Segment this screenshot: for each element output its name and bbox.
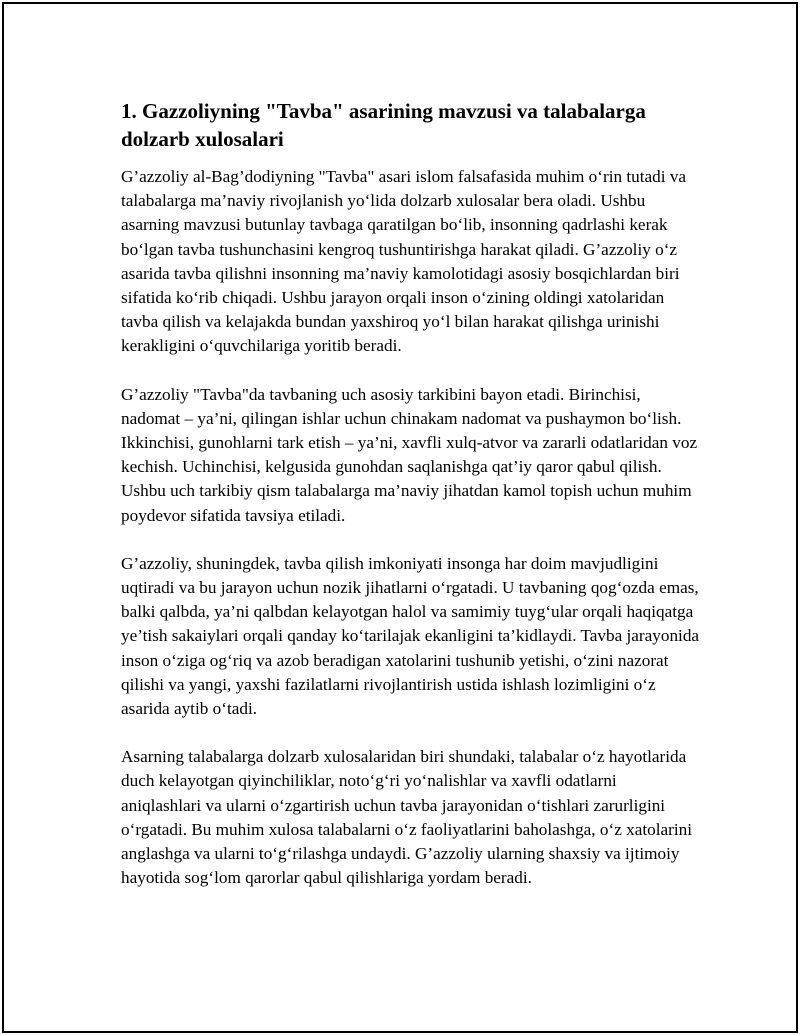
paragraph-1: G’azzoliy al-Bag’dodiyning "Tavba" asari islom falsafasida muhim o‘rin tutadi va talabalarga ma’naviy rivojlanish yo‘lida dolzarb xulosalar bera oladi. Ushbu asarning mavzusi butunlay tavbaga qaratilgan bo‘lib, insonning qadrlashi kerak bo‘lgan tavba tushunchasini kengroq tushuntirishga harakat qiladi. G’azzoliy o‘z asarida tavba qilishni insonning ma’naviy kamolotidagi asosiy bosqichlardan biri sifatida ko‘rib chiqadi. Ushbu jarayon orqali inson o‘zining oldingi xatolaridan tavba qilish va kelajakda bundan yaxshiroq yo‘l bilan harakat qilishga urinishi kerakligini o‘quvchilariga yoritib beradi.	[121, 167, 687, 356]
paragraph-4: Asarning talabalarga dolzarb xulosalaridan biri shundaki, talabalar o‘z hayotlarida duch kelayotgan qiyinchiliklar, noto‘g‘ri yo‘nalishlar va xavfli odatlarni aniqlashlari va ularni o‘zgartirish uchun tavba jarayonidan o‘tishlari zarurligini o‘rgatadi. Bu muhim xulosa talabalarni o‘z faoliyatlarini baholashga, o‘z xatolarini anglashga va ularni to‘g‘rilashga undaydi. G’azzoliy ularning shaxsiy va ijtimoiy hayotida sog‘lom qarorlar qabul qilishlariga yordam beradi.	[121, 747, 692, 888]
page-frame	[2, 2, 798, 1033]
paragraph-3: G’azzoliy, shuningdek, tavba qilish imkoniyati insonga har doim mavjudligini uqtiradi va bu jarayon uchun nozik jihatlarni o‘rgatadi. U tavbaning qog‘ozda emas, balki qalbda, ya’ni qalbdan kelayotgan halol va samimiy tuyg‘ular orqali haqiqatga ye’tish sakaiylari orqali qanday ko‘tarilajak ekanligini ta’kidlaydi. Tavba jarayonida inson o‘ziga og‘riq va azob beradigan xatolarini tushunib yetishi, o‘zini nazorat qilishi va yangi, yaxshi fazilatlarni rivojlantirish ustida ishlash lozimligini o‘z asarida aytib o‘tadi.	[121, 553, 700, 719]
document-body	[121, 97, 701, 914]
section-heading: 1. Gazzoliyning "Tavba" asarining mavzusi va talabalarga dolzarb xulosalari	[121, 99, 646, 151]
paragraph-2: G’azzoliy "Tavba"da tavbaning uch asosiy tarkibini bayon etadi. Birinchisi, nadomat – ya’ni, qilingan ishlar uchun chinakam nadomat va pushaymon bo‘lish. Ikkinchisi, gunohlarni tark etish – ya’ni, xavfli xulq-atvor va zararli odatlaridan voz kechish. Uchinchisi, kelgusida gunohdan saqlanishga qat’iy qaror qabul qilish. Ushbu uch tarkibiy qism talabalarga ma’naviy jihatdan kamol topish uchun muhim poydevor sifatida tavsiya etiladi.	[121, 384, 698, 525]
